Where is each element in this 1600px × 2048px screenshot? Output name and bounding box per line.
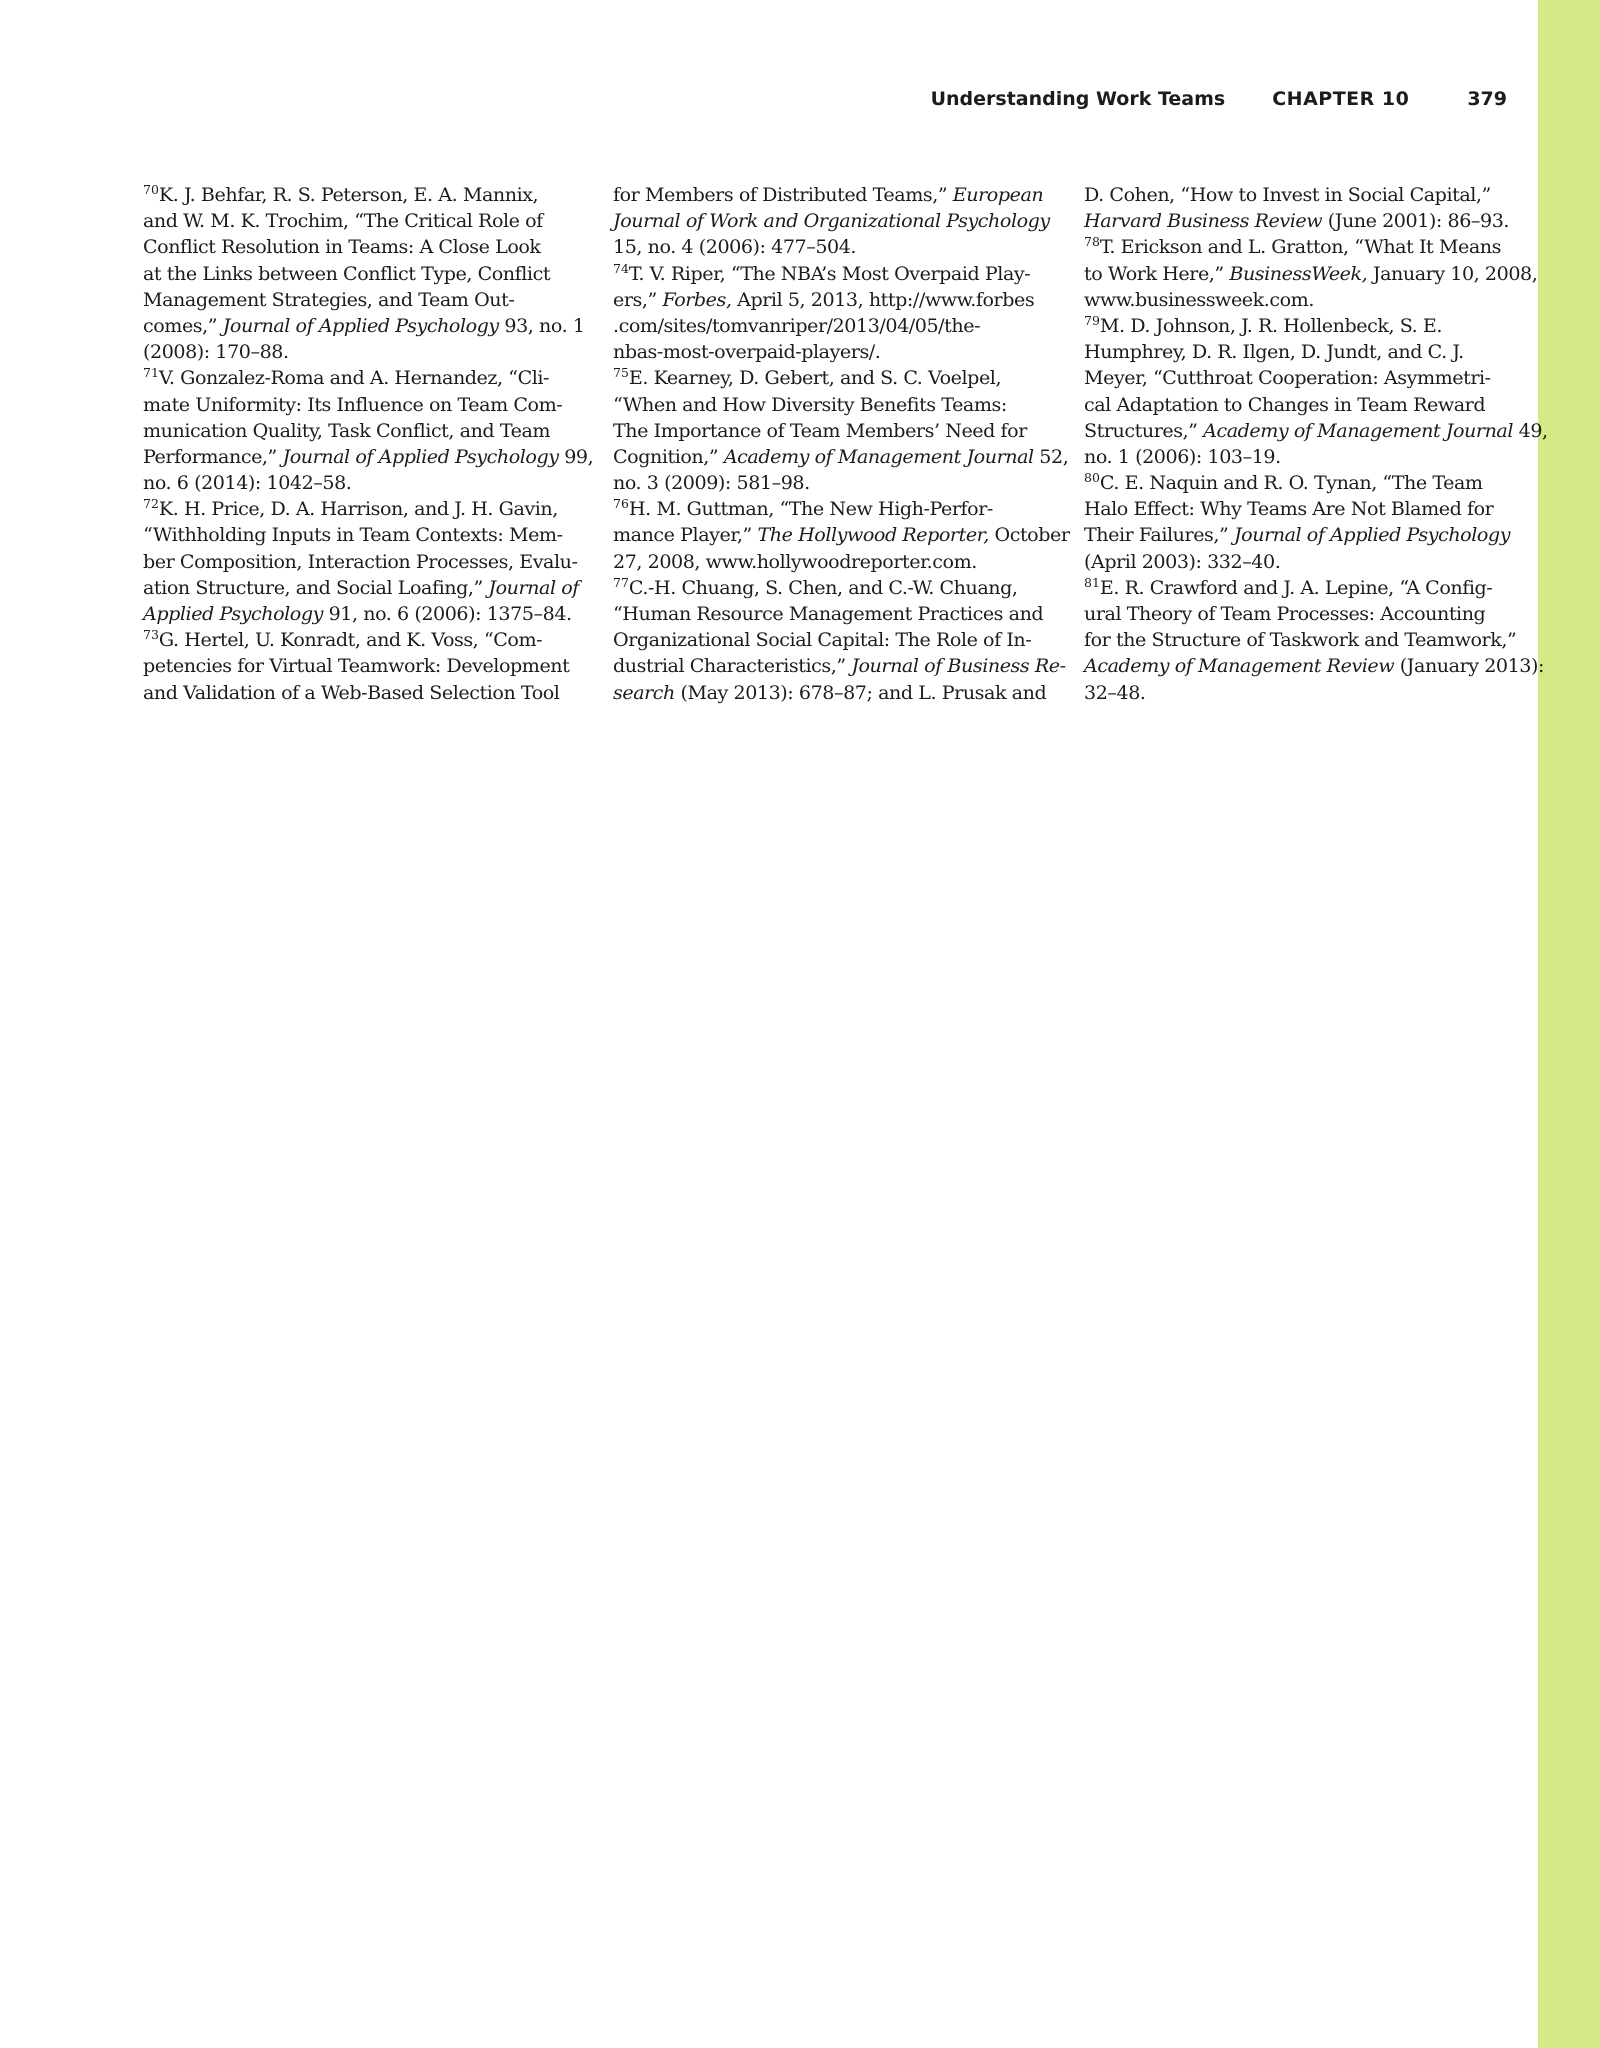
endnote-number: 78 (1084, 234, 1100, 250)
endnote-text: ber Composition, Interaction Processes, Evalu- (143, 549, 578, 573)
endnote-text: H. M. Guttman, “The New High-Perfor- (628, 497, 993, 521)
endnote-text: Cognition,” (613, 444, 719, 468)
endnote-text: K. H. Price, D. A. Harrison, and J. H. Gavin, (158, 497, 558, 521)
endnote-line (1084, 392, 1524, 418)
endnote-start-line (143, 496, 573, 522)
endnote-text: Performance,” (143, 444, 277, 468)
endnote-line (613, 313, 1043, 339)
running-title: Understanding Work Teams (930, 88, 1226, 110)
endnote-text: V. Gonzalez-Roma and A. Hernandez, “Cli- (158, 366, 550, 390)
endnote-line (143, 339, 573, 365)
publication-title: The Hollywood Reporter, (757, 523, 989, 547)
endnote-start-line (143, 182, 573, 208)
endnote-text: “Human Resource Management Practices and (613, 602, 1044, 625)
endnote-start-line (143, 365, 573, 391)
publication-title: Academy of Management Journal (1203, 418, 1513, 442)
endnote-text-tail: April 5, 2013, http://www.forbes (731, 287, 1035, 311)
endnote-text: www.businessweek.com. (1084, 287, 1314, 311)
endnote-number: 71 (143, 365, 159, 381)
endnote-text: mance Player,” (613, 523, 752, 547)
endnote-text-tail: 99, (558, 444, 594, 468)
endnote-number: 81 (1084, 574, 1100, 590)
endnote-text: T. Erickson and L. Gratton, “What It Means (1099, 235, 1501, 259)
endnote-line (1084, 549, 1524, 575)
endnote-text-tail: 93, no. 1 (498, 313, 585, 337)
endnote-line (613, 339, 1043, 365)
endnote-text: Conflict Resolution in Teams: A Close Look (143, 235, 541, 259)
endnote-line (613, 680, 1047, 706)
endnote-line (143, 418, 573, 444)
endnote-line (143, 287, 573, 313)
endnote-line (1084, 627, 1524, 653)
endnote-text: 15, no. 4 (2006): 477–504. (613, 235, 857, 259)
endnote-line (613, 392, 1043, 418)
endnote-text: ers,” (613, 287, 657, 311)
endnote-start-line (613, 575, 1043, 601)
endnote-line (613, 627, 1043, 653)
publication-title: European (952, 183, 1044, 206)
endnote-text-tail: (January 2013): (1394, 654, 1544, 678)
endnote-start-line (613, 365, 1043, 391)
endnote-number: 70 (143, 182, 159, 197)
endnote-line (143, 680, 573, 706)
endnote-line (143, 601, 573, 627)
endnote-text-tail: 52, (1033, 444, 1069, 468)
endnote-text: ural Theory of Team Processes: Accounting (1084, 602, 1486, 625)
running-header (900, 88, 1507, 118)
endnote-text: and W. M. K. Trochim, “The Critical Role of (143, 209, 543, 233)
endnote-line (143, 313, 585, 339)
endnote-text-tail: October (988, 523, 1070, 547)
endnote-text: C.-H. Chuang, S. Chen, and C.-W. Chuang, (628, 575, 1018, 599)
endnote-text-tail: 49, (1513, 418, 1548, 442)
publication-title: Journal of Applied Psychology (222, 313, 499, 337)
endnote-start-line (613, 261, 1043, 287)
endnote-text: cal Adaptation to Changes in Team Reward (1084, 392, 1486, 416)
endnote-line (143, 522, 573, 548)
publication-title: Journal of Work and Organizational Psychology (613, 209, 1050, 233)
endnote-text-tail: (May 2013): 678–87; and L. Prusak and (674, 680, 1047, 704)
endnote-text: dustrial Characteristics,” (613, 654, 846, 678)
endnote-start-line (1084, 470, 1524, 496)
endnote-line (143, 575, 579, 601)
endnote-text: “Withholding Inputs in Team Contexts: Mem- (143, 523, 563, 547)
endnote-text-tail: 91, no. 6 (2006): 1375–84. (322, 602, 572, 625)
endnote-text: no. 1 (2006): 103–19. (1084, 444, 1281, 468)
endnote-line (1084, 444, 1524, 470)
publication-title: Forbes, (662, 287, 732, 311)
endnote-text: Meyer, “Cutthroat Cooperation: Asymmetri- (1084, 366, 1491, 390)
endnote-text: E. Kearney, D. Gebert, and S. C. Voelpel, (628, 366, 1002, 390)
endnote-line (1084, 365, 1524, 391)
endnote-line (613, 234, 1043, 260)
endnote-line (143, 208, 573, 234)
endnote-number: 73 (143, 627, 159, 643)
endnote-text: Structures,” (1084, 418, 1198, 442)
endnote-number: 77 (613, 574, 629, 590)
endnote-text: .com/sites/tomvanriper/2013/04/05/the- (613, 313, 981, 337)
publication-title: Harvard Business Review (1084, 209, 1323, 233)
endnote-number: 75 (613, 365, 629, 381)
endnotes-column-3 (1084, 182, 1548, 706)
endnotes-column-1 (143, 182, 594, 706)
endnote-line (1084, 287, 1524, 313)
endnote-text: G. Hertel, U. Konradt, and K. Voss, “Com- (158, 628, 543, 652)
endnote-text: for the Structure of Taskwork and Teamwork,” (1084, 628, 1517, 652)
endnote-line (1084, 522, 1524, 548)
endnote-number: 72 (143, 496, 159, 512)
endnote-text: mate Uniformity: Its Influence on Team Com- (143, 392, 563, 416)
endnote-text: nbas-most-overpaid-players/. (613, 340, 881, 364)
endnote-start-line (613, 496, 1043, 522)
chapter-color-band (1538, 0, 1600, 2048)
publication-title: Journal of Applied Psychology (282, 444, 559, 468)
endnote-line (143, 392, 573, 418)
endnote-text-tail: (June 2001): 86–93. (1322, 209, 1510, 233)
endnote-line (613, 549, 1043, 575)
endnote-line (1084, 418, 1548, 444)
endnote-start-line (1084, 575, 1524, 601)
endnote-line (1084, 261, 1538, 287)
endnote-line (143, 549, 578, 575)
endnote-number: 74 (613, 260, 629, 276)
publication-title: search (613, 680, 675, 704)
endnote-text: comes,” (143, 313, 218, 337)
endnote-line (143, 234, 573, 260)
endnote-text: for Members of Distributed Teams,” (613, 183, 948, 206)
endnote-line (1084, 601, 1524, 627)
endnote-text: to Work Here,” (1084, 261, 1224, 285)
endnotes-column-2 (613, 182, 1070, 706)
endnote-line (613, 444, 1069, 470)
endnote-line (1084, 653, 1544, 679)
endnote-line (143, 261, 573, 287)
endnote-text: petencies for Virtual Teamwork: Development (143, 654, 570, 678)
endnote-text: T. V. Riper, “The NBA’s Most Overpaid Play- (628, 261, 1031, 285)
publication-title: BusinessWeek, (1229, 261, 1368, 285)
endnote-line (613, 208, 1050, 234)
endnote-line (143, 444, 594, 470)
endnote-line (613, 522, 1070, 548)
endnote-text: 32–48. (1084, 680, 1146, 704)
publication-title: Journal of Business Re- (851, 654, 1066, 678)
publication-title: Journal of Applied Psychology (1233, 523, 1511, 547)
endnote-line (613, 287, 1043, 313)
endnote-start-line (143, 627, 573, 653)
endnote-text: The Importance of Team Members’ Need for (613, 418, 1027, 442)
endnote-line (613, 470, 1043, 496)
endnote-line (1084, 496, 1524, 522)
endnote-text: no. 6 (2014): 1042–58. (143, 471, 352, 495)
endnote-text: Management Strategies, and Team Out- (143, 287, 515, 311)
endnote-line (613, 418, 1043, 444)
publication-title: Academy of Management Review (1084, 654, 1395, 678)
endnote-line (1084, 339, 1524, 365)
endnote-number: 76 (613, 496, 629, 512)
page-number: 379 (1467, 88, 1507, 110)
endnote-text: “When and How Diversity Benefits Teams: (613, 392, 1007, 416)
endnote-text-tail: January 10, 2008, (1367, 261, 1538, 285)
endnote-text: and Validation of a Web-Based Selection Tool (143, 680, 560, 704)
endnote-text: Halo Effect: Why Teams Are Not Blamed for (1084, 497, 1494, 521)
endnote-text: ation Structure, and Social Loafing,” (143, 575, 483, 599)
endnote-line (1084, 208, 1524, 234)
endnote-text: (2008): 170–88. (143, 340, 289, 364)
publication-title: Journal of (488, 575, 579, 599)
publication-title: Applied Psychology (143, 602, 323, 625)
endnote-line (1084, 182, 1524, 208)
endnote-text: C. E. Naquin and R. O. Tynan, “The Team (1099, 471, 1483, 495)
endnote-text: at the Links between Conflict Type, Conflict (143, 261, 551, 285)
endnote-text: M. D. Johnson, J. R. Hollenbeck, S. E. (1099, 313, 1442, 337)
endnote-line (143, 470, 573, 496)
endnote-text: Organizational Social Capital: The Role of In- (613, 628, 1032, 652)
endnote-number: 79 (1084, 312, 1100, 328)
chapter-label: CHAPTER 10 (1272, 88, 1410, 110)
endnote-text: (April 2003): 332–40. (1084, 549, 1281, 573)
endnote-number: 80 (1084, 470, 1100, 486)
endnote-text: D. Cohen, “How to Invest in Social Capital,” (1084, 183, 1491, 206)
endnote-text: 27, 2008, www.hollywoodreporter.com. (613, 549, 977, 573)
endnote-text: Humphrey, D. R. Ilgen, D. Jundt, and C. J. (1084, 340, 1464, 364)
endnote-text: Their Failures,” (1084, 523, 1229, 547)
endnote-line (1084, 680, 1524, 706)
endnote-text: no. 3 (2009): 581–98. (613, 471, 810, 495)
endnote-line (143, 653, 573, 679)
endnote-start-line (1084, 234, 1524, 260)
endnote-text: K. J. Behfar, R. S. Peterson, E. A. Mannix, (158, 183, 539, 206)
endnote-start-line (1084, 313, 1524, 339)
endnote-line (613, 653, 1066, 679)
endnote-text: munication Quality, Task Conflict, and Team (143, 418, 551, 442)
endnote-line (613, 601, 1043, 627)
publication-title: Academy of Management Journal (723, 444, 1034, 468)
endnote-line (613, 182, 1043, 208)
endnote-text: E. R. Crawford and J. A. Lepine, “A Config- (1099, 575, 1493, 599)
